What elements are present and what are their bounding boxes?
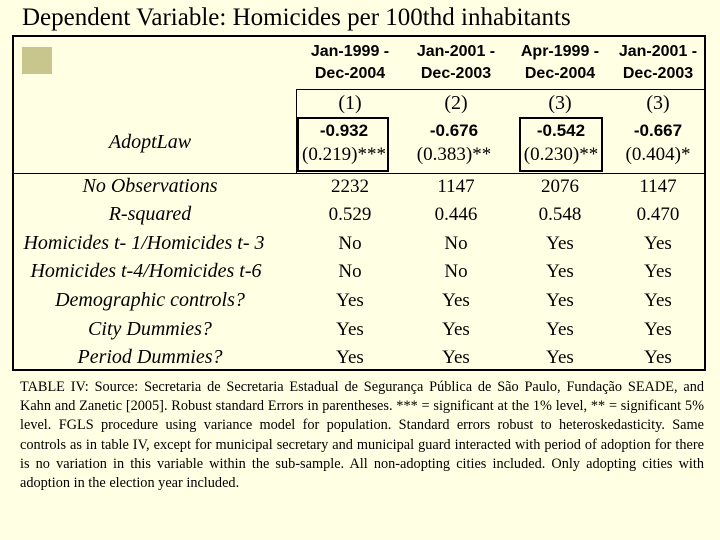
column-number: (2) <box>444 92 468 114</box>
row-label: Homicides t- 1/Homicides t- 3 <box>23 232 265 254</box>
table-cell: Yes <box>546 261 574 282</box>
coefficient-value: -0.932 <box>319 121 369 140</box>
column-period-start: Jan-2001 - <box>618 43 698 60</box>
table-cell: 0.529 <box>328 204 372 225</box>
table-cell: Yes <box>644 261 672 282</box>
table-cell: Yes <box>442 290 470 311</box>
table-cell: Yes <box>644 290 672 311</box>
column-period-start: Jan-1999 - <box>310 43 390 60</box>
highlight-box-col1 <box>297 117 389 172</box>
column-number: (3) <box>548 92 572 114</box>
table-cell: No <box>338 261 362 282</box>
table-cell: 0.548 <box>538 204 582 225</box>
column-period-start: Apr-1999 - <box>520 43 600 60</box>
row-label: Homicides t-4/Homicides t-6 <box>30 260 262 282</box>
coefficient-cell <box>400 119 508 167</box>
column-period-end: Dec-2004 <box>524 65 596 82</box>
row-label-adoptlaw: AdoptLaw <box>108 131 192 153</box>
table-cell: No <box>338 233 362 254</box>
column-header-2 <box>404 41 508 85</box>
coefficient-value: -0.676 <box>429 121 479 140</box>
row-label: Demographic controls? <box>55 289 245 311</box>
table-cell: Yes <box>644 347 672 368</box>
coefficient-cell <box>608 119 708 167</box>
table-cell: Yes <box>442 347 470 368</box>
table-cell: Yes <box>546 347 574 368</box>
table-cell: 1147 <box>639 176 677 197</box>
standard-error: (0.219)*** <box>302 144 386 165</box>
table-cell: Yes <box>644 319 672 340</box>
column-header-1 <box>300 41 400 85</box>
coefficient-rule <box>14 173 706 174</box>
table-cell: No <box>444 261 468 282</box>
header-rule <box>296 89 706 90</box>
table-cell: No <box>444 233 468 254</box>
standard-error: (0.404)* <box>625 144 691 165</box>
coefficient-value: -0.542 <box>536 121 586 140</box>
standard-error: (0.383)** <box>416 144 492 165</box>
column-header-3 <box>508 41 612 85</box>
column-header-4 <box>608 41 708 85</box>
table-cell: 0.446 <box>434 204 478 225</box>
coefficient-value: -0.667 <box>633 121 683 140</box>
table-cell: Yes <box>546 233 574 254</box>
row-label: City Dummies? <box>88 318 212 340</box>
table-cell: 2076 <box>541 176 579 197</box>
table-cell: Yes <box>442 319 470 340</box>
slide-bullet-square <box>22 47 52 74</box>
page-title: Dependent Variable: Homicides per 100thd inhabitants <box>22 4 571 31</box>
standard-error: (0.230)** <box>523 144 599 165</box>
table-cell: Yes <box>644 233 672 254</box>
column-period-end: Dec-2004 <box>314 65 386 82</box>
table-cell: Yes <box>336 319 364 340</box>
row-label: No Observations <box>82 175 218 197</box>
table-caption: TABLE IV: Source: Secretaria de Secretaria Estadual de Segurança Pública de São Paulo, Fundação SEADE, and Kahn and Zanetic [2005]. Robust standard Errors in parentheses. *** = significant at the 1% level, ** = significant 5% level. FGLS procedure using variance model for population. Standard errors robust to heteroskedasticity. Same controls as in table IV, except for municipal secretary and municipal guard interacted with period of adoption for there is no variation in this variable within the sub-sample. All non-adopting cities included. Only adopting cities with adoption in the election year included. <box>20 379 704 492</box>
table-cell: Yes <box>336 290 364 311</box>
highlight-box-col3 <box>519 117 603 172</box>
table-cell: Yes <box>546 290 574 311</box>
table-cell: Yes <box>336 347 364 368</box>
table-cell: 2232 <box>331 176 369 197</box>
row-label: Period Dummies? <box>77 346 223 368</box>
table-cell: 1147 <box>437 176 475 197</box>
table-cell: 0.470 <box>636 204 680 225</box>
column-number: (3) <box>646 92 670 114</box>
column-period-end: Dec-2003 <box>420 65 492 82</box>
table-cell: Yes <box>546 319 574 340</box>
column-period-end: Dec-2003 <box>622 65 694 82</box>
column-period-start: Jan-2001 - <box>416 43 496 60</box>
column-number: (1) <box>338 92 362 114</box>
row-label: R-squared <box>108 203 192 225</box>
